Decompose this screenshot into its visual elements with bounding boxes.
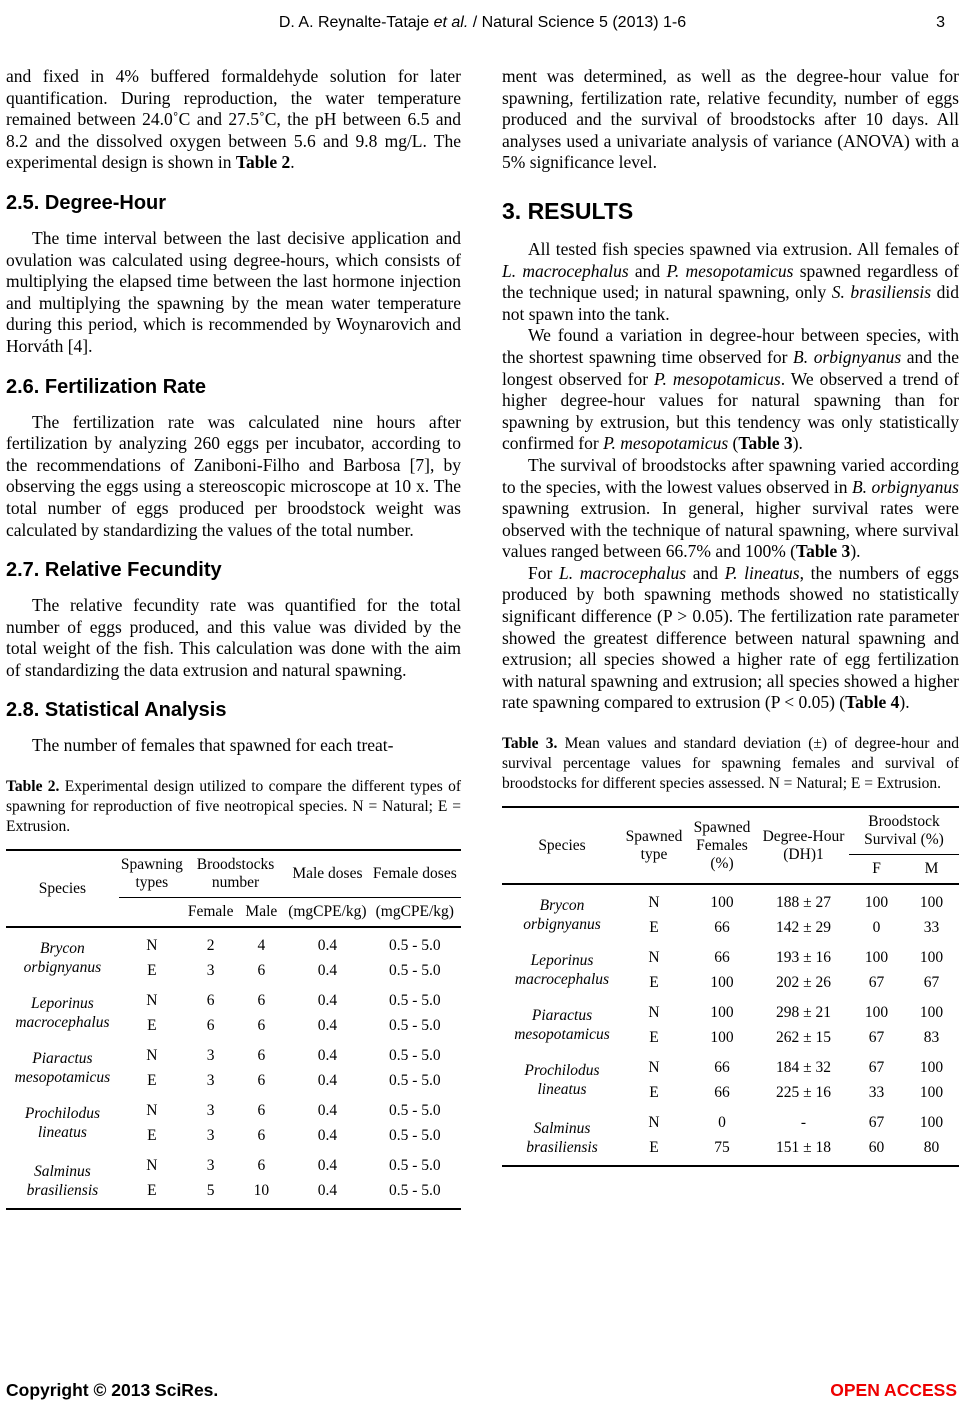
species-cell: Brycon orbignyanus (523, 897, 601, 934)
data-cell: 0.4 (317, 992, 338, 1010)
data-cell: 67 (868, 1059, 885, 1077)
data-cell: 100 (864, 949, 889, 967)
data-cell: 6 (257, 992, 266, 1010)
data-cell: 33 (923, 919, 940, 937)
data-cell: 6 (206, 992, 215, 1010)
data-cell: 6 (257, 1072, 266, 1090)
data-cell: 3 (206, 1072, 215, 1090)
data-cell: 100 (919, 894, 944, 912)
section-heading-3-results: 3. RESULTS (502, 197, 634, 224)
paragraph-degree-hour: The time interval between the last decisive application and ovulation was calculated using degree-hours, which consists of multiplying the elapsed time between the last hormone injection and multiplying the spawning by the mean water temperature during this period, which is recommended by Woynarovich and Horváth [4]. (6, 227, 461, 356)
data-cell: 0.5 - 5.0 (388, 1047, 441, 1065)
data-cell: E (649, 1029, 659, 1047)
data-cell: N (146, 1102, 158, 1120)
data-cell: 0 (872, 919, 881, 937)
data-cell: E (622, 1135, 686, 1166)
data-cell: 3 (206, 1157, 215, 1175)
data-cell: E (649, 919, 659, 937)
data-cell: 0.4 (317, 1047, 338, 1065)
table-row (502, 995, 959, 1025)
running-head-author: D. A. Reynalte-Tataje (278, 14, 434, 31)
data-cell: 6 (257, 1102, 266, 1120)
copyright-text: Copyright © 2013 SciRes. (6, 1380, 219, 1400)
data-cell: E (649, 1084, 659, 1102)
header-cell-species: Species (6, 850, 119, 927)
data-cell: E (119, 1178, 185, 1209)
data-cell: 3 (206, 1127, 215, 1145)
data-cell: 66 (714, 1059, 730, 1077)
header-cell-spawning-types: Spawning types (119, 850, 185, 898)
table-2-header-row-1 (6, 850, 461, 898)
species-cell: Prochilodus lineatus (524, 1062, 600, 1099)
running-head-etal: et al. (433, 14, 469, 31)
section-heading-2-7: 2.7. Relative Fecundity (6, 559, 222, 582)
data-cell: 80 (904, 1135, 959, 1166)
data-cell: 0.5 - 5.0 (388, 1157, 441, 1175)
data-cell: 0.5 - 5.0 (388, 962, 441, 980)
data-cell: 100 (864, 1004, 889, 1022)
species-cell: Prochilodus lineatus (24, 1105, 101, 1142)
data-cell: 0.5 - 5.0 (388, 1102, 441, 1120)
species-cell: Brycon orbignyanus (23, 940, 102, 977)
data-cell: 100 (919, 1004, 944, 1022)
data-cell: 2 (206, 937, 215, 955)
header-cell-degree-hour: Degree-Hour (DH)1 (758, 807, 849, 884)
data-cell: 10 (236, 1178, 286, 1209)
data-cell: 0.4 (317, 962, 338, 980)
right-column (502, 66, 959, 1210)
data-cell: 100 (919, 949, 944, 967)
data-cell: E (147, 1072, 157, 1090)
data-cell: 0.4 (317, 1102, 338, 1120)
data-cell: 5 (185, 1178, 237, 1209)
data-cell: 188 ± 27 (775, 894, 831, 912)
data-cell: 0.4 (317, 1072, 338, 1090)
header-cell-sub-m: M (904, 855, 959, 885)
data-cell: 202 ± 26 (775, 974, 831, 992)
header-cell-spawned-females: Spawned Females (%) (686, 807, 758, 884)
table-row (502, 884, 959, 915)
data-cell: 0.4 (317, 1127, 338, 1145)
data-cell: 298 ± 21 (775, 1004, 831, 1022)
data-cell: 4 (257, 937, 266, 955)
data-cell: 193 ± 16 (775, 949, 831, 967)
table-row (502, 940, 959, 970)
table-row (502, 1050, 959, 1080)
data-cell: 66 (714, 949, 730, 967)
header-cell-male-doses: Male doses (286, 850, 368, 898)
paragraph-methods-continued: and fixed in 4% buffered formaldehyde solution for later quantification. During reproduction, the water temperature remained between 24.0˚C and 27.5˚C, the pH between 6.5 and 8.2 and the dissolved oxygen between 5.6 and 9.8 mg/L. The experimental design is shown in Table 2. (6, 66, 461, 173)
table-row (6, 983, 461, 1013)
data-cell: 3 (206, 1047, 215, 1065)
data-cell: N (648, 949, 660, 967)
species-cell: Salminus brasiliensis (502, 1105, 622, 1166)
data-cell: 67 (923, 974, 940, 992)
data-cell: 0.5 - 5.0 (388, 937, 441, 955)
table-row (6, 1038, 461, 1068)
data-cell: 66 (714, 1084, 730, 1102)
paragraph-statistical-analysis: The number of females that spawned for each treat- (32, 735, 394, 756)
two-column-layout (6, 66, 959, 1210)
paragraph-statistical-continued: ment was determined, as well as the degree-hour value for spawning, fertilization rate, relative fecundity, number of eggs produced and the survival of broodstocks after 10 days. All analyses used a univariate analysis of variance (ANOVA) with a 5% significance level. (502, 66, 959, 173)
header-cell-female-doses: Female doses (369, 850, 461, 898)
species-cell: Leporinus macrocephalus (15, 995, 110, 1032)
data-cell: 262 ± 15 (775, 1029, 831, 1047)
data-cell: 100 (919, 1059, 944, 1077)
data-cell: 100 (864, 894, 889, 912)
data-cell: 0.5 - 5.0 (369, 1178, 461, 1209)
data-cell: E (649, 974, 659, 992)
data-cell: 6 (257, 962, 266, 980)
data-cell: 0.4 (317, 1017, 338, 1035)
data-cell: 100 (710, 894, 734, 912)
data-cell: 151 ± 18 (758, 1135, 849, 1166)
data-cell: 0.5 - 5.0 (388, 1072, 441, 1090)
data-cell: 3 (206, 1102, 215, 1120)
data-cell: 83 (923, 1029, 940, 1047)
header-cell-male-unit: (mgCPE/kg) (286, 898, 368, 928)
data-cell: 60 (849, 1135, 904, 1166)
data-cell: 66 (714, 919, 730, 937)
data-cell: E (147, 1017, 157, 1035)
data-cell: N (146, 937, 158, 955)
section-heading-2-8: 2.8. Statistical Analysis (6, 699, 227, 722)
data-cell: 0.4 (286, 1178, 368, 1209)
paragraph-results-3: The survival of broodstocks after spawning varied according to the species, with the lowest values observed in B. orbignyanus spawning extrusion. In general, higher survival rates were observed with the technique of natural spawning, where survival values ranged between 66.7% and 100% (Table 3). (502, 454, 959, 562)
data-cell: 0.5 - 5.0 (388, 1017, 441, 1035)
data-cell: 33 (868, 1084, 885, 1102)
data-cell: 67 (868, 1114, 885, 1132)
header-cell-sub-f: F (849, 855, 904, 885)
data-cell: - (800, 1114, 807, 1132)
table-row (6, 1148, 461, 1178)
data-cell: E (147, 962, 157, 980)
section-heading-2-5: 2.5. Degree-Hour (6, 191, 167, 214)
table-row (502, 1105, 959, 1135)
data-cell: N (146, 1047, 158, 1065)
data-cell: 6 (257, 1157, 266, 1175)
table-row (6, 927, 461, 958)
left-column (6, 66, 461, 1210)
table-3-caption: Table 3. Mean values and standard deviation (±) of degree-hour and survival percentage values for spawning females and survival of broodstocks for different species assessed. N = Natural; E = Extrusion. (502, 735, 959, 793)
data-cell: 0.4 (317, 937, 338, 955)
running-head-title (6, 14, 959, 32)
running-head (6, 12, 959, 42)
paragraph-results-1: All tested fish species spawned via extrusion. All females of L. macrocephalus and P. mesopotamicus spawned regardless of the technique used; in natural spawning, only S. brasiliensis did not spawn into the tank. (502, 238, 959, 324)
data-cell: N (648, 1114, 660, 1132)
data-cell: 0 (718, 1114, 726, 1132)
species-cell: Piaractus mesopotamicus (514, 1007, 610, 1044)
data-cell: 0.5 - 5.0 (388, 1127, 441, 1145)
table-2-caption: Table 2. Experimental design utilized to compare the different types of spawning for reproduction of five neotropical species. N = Natural; E = Extrusion. (6, 778, 461, 836)
data-cell: 67 (868, 974, 885, 992)
data-cell: N (146, 1157, 158, 1175)
table-2 (6, 849, 461, 1210)
paragraph-results-2: We found a variation in degree-hour between species, with the shortest spawning time observed for B. orbignyanus and the longest observed for P. mesopotamicus. We observed a trend of higher degree-hour values for natural spawning than for spawning by extrusion, but this tendency was only statistically confirmed for P. mesopotamicus (Table 3). (502, 325, 960, 454)
data-cell: 6 (206, 1017, 215, 1035)
section-heading-2-6: 2.6. Fertilization Rate (6, 375, 207, 398)
data-cell: E (147, 1127, 157, 1145)
header-cell-sub-female: Female (185, 898, 237, 928)
data-cell: N (648, 1059, 660, 1077)
table-3-header-row-1 (502, 807, 959, 855)
paragraph-results-4: For L. macrocephalus and P. lineatus, the numbers of eggs produced by both spawning methods showed no statistically significant difference (P > 0.05). The fertilization rate parameter showed the greatest difference between natural spawning and extrusion; all species showed a higher rate of egg fertilization with natural spawning and extrusion; all species showed a higher rate spawning compared to extrusion (P < 0.05) (Table 4). (502, 562, 959, 713)
data-cell: N (648, 1004, 660, 1022)
header-cell-spawned-type: Spawned type (622, 807, 686, 884)
data-cell: 6 (257, 1017, 266, 1035)
data-cell: 6 (257, 1127, 266, 1145)
page-footer (6, 1380, 957, 1401)
data-cell: 100 (710, 1029, 734, 1047)
data-cell: 225 ± 16 (775, 1084, 831, 1102)
table-3 (502, 806, 959, 1167)
paragraph-fertilization-rate: The fertilization rate was calculated nine hours after fertilization by analyzing 260 eggs per incubator, according to the recommendations of Zaniboni-Filho and Barbosa [7], by observing the eggs using a stereoscopic microscope at 10 x. The total number of eggs produced per broodstock weight was calculated by standardizing the values of the total number. (6, 411, 461, 540)
header-cell-species: Species (502, 807, 622, 884)
paragraph-relative-fecundity: The relative fecundity rate was quantified for the total number of eggs produced, and this value was divided by the total weight of the fish. This calculation was done with the aim of standardizing the data extrusion and natural spawning. (6, 595, 461, 680)
data-cell: 100 (919, 1084, 944, 1102)
data-cell: 100 (710, 1004, 734, 1022)
data-cell: 100 (710, 974, 734, 992)
data-cell: 75 (686, 1135, 758, 1166)
data-cell: 67 (868, 1029, 885, 1047)
page-number: 3 (936, 14, 945, 31)
species-cell: Salminus brasiliensis (6, 1148, 119, 1209)
running-head-journal: / Natural Science 5 (2013) 1-6 (468, 14, 687, 31)
table-row (6, 1093, 461, 1123)
species-cell: Leporinus macrocephalus (514, 952, 610, 989)
data-cell: 0.5 - 5.0 (388, 992, 441, 1010)
data-cell: 184 ± 32 (775, 1059, 831, 1077)
header-cell-broodstock-survival: Broodstock Survival (%) (849, 807, 959, 855)
data-cell: 142 ± 29 (775, 919, 831, 937)
data-cell: 6 (257, 1047, 266, 1065)
data-cell: 0.4 (317, 1157, 338, 1175)
data-cell: 3 (206, 962, 215, 980)
data-cell: N (146, 992, 158, 1010)
header-cell-female-unit: (mgCPE/kg) (369, 898, 461, 928)
header-cell-broodstocks-number: Broodstocks number (185, 850, 286, 898)
open-access-label: OPEN ACCESS (830, 1380, 957, 1400)
data-cell: 100 (919, 1114, 944, 1132)
species-cell: Piaractus mesopotamicus (14, 1050, 111, 1087)
data-cell: N (648, 894, 660, 912)
header-cell-empty (119, 898, 185, 928)
header-cell-sub-male: Male (236, 898, 286, 928)
